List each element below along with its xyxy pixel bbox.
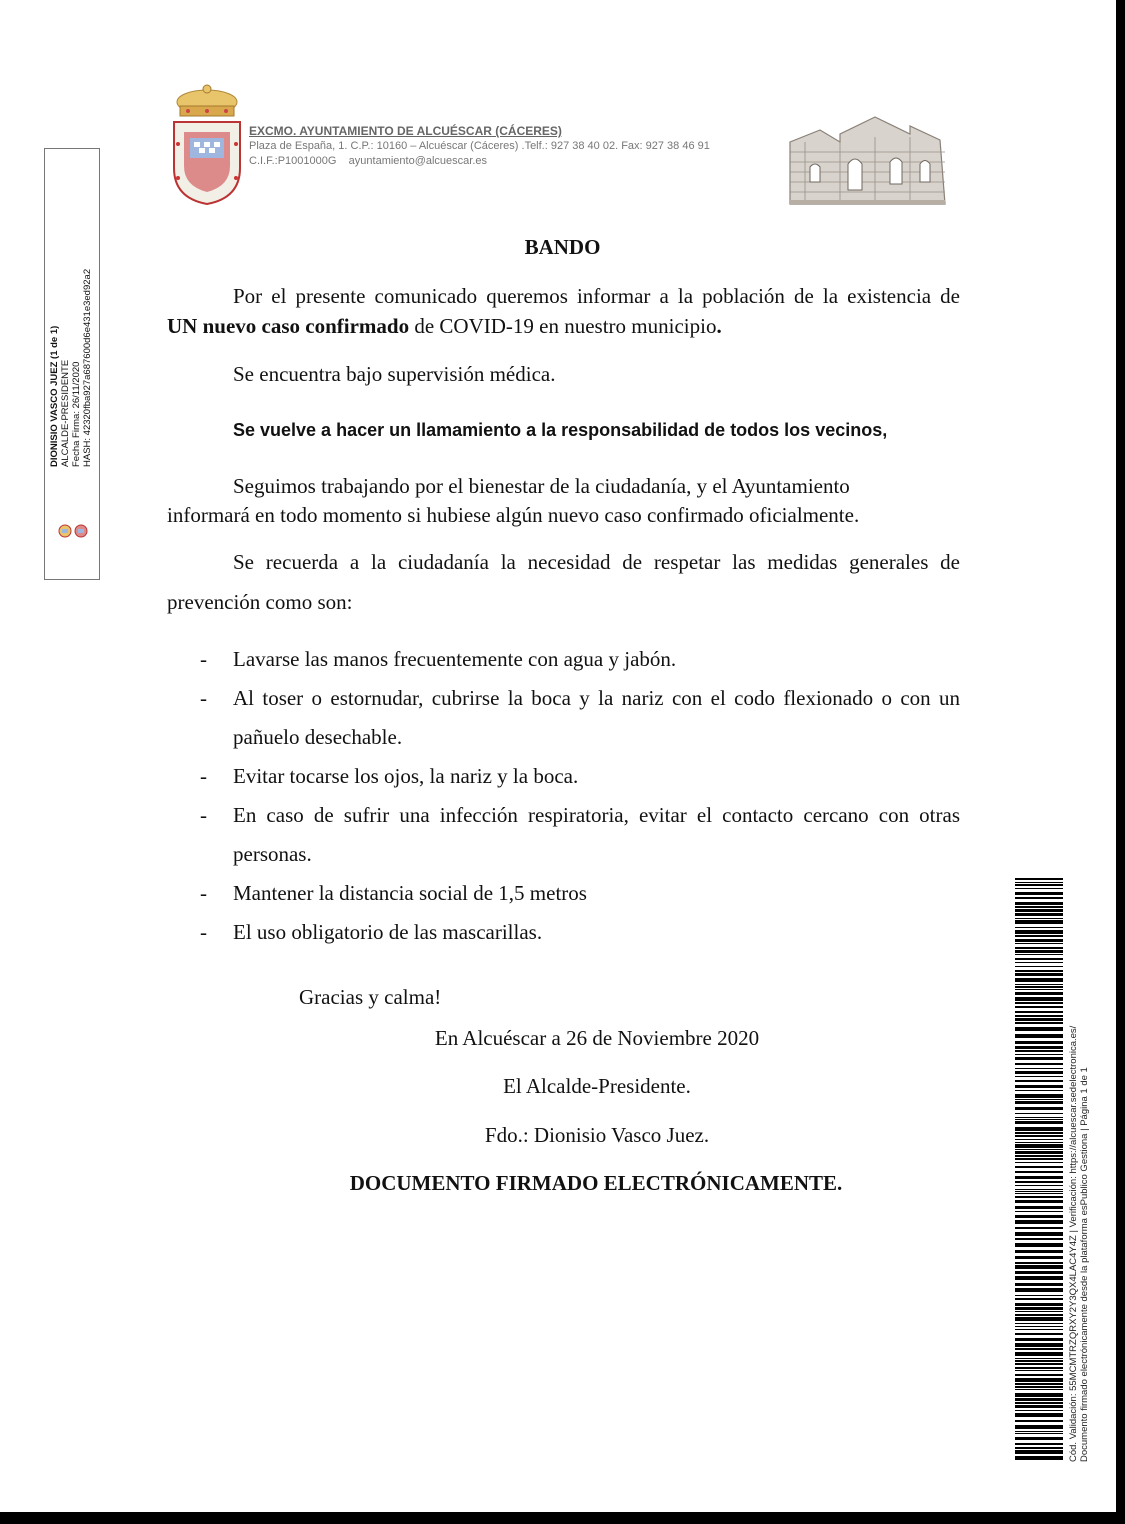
- bullet-item: Evitar tocarse los ojos, la nariz y la boca.: [233, 764, 579, 788]
- church-image: [780, 112, 950, 207]
- bullet-dash: -: [200, 881, 207, 905]
- signature-hash: HASH: 42320fba927a687600d6e431e3ed92a2: [82, 268, 93, 467]
- bullet-item: Al toser o estornudar, cubrirse la boca y la nariz con el codo flexionado o con un: [233, 686, 960, 710]
- paragraph-4-line-1: Seguimos trabajando por el bienestar de la ciudadanía, y el Ayuntamiento: [233, 474, 850, 498]
- signer-name: DIONISIO VASCO JUEZ (1 de 1): [49, 325, 60, 467]
- place-date: En Alcuéscar a 26 de Noviembre 2020: [434, 1026, 760, 1050]
- signer-name-closing: Fdo.: Dionisio Vasco Juez.: [484, 1123, 710, 1147]
- bullet-dash: -: [200, 764, 207, 788]
- validation-text: [1068, 902, 1090, 1462]
- bullet-dash: -: [200, 803, 207, 827]
- electronic-signature-notice: DOCUMENTO FIRMADO ELECTRÓNICAMENTE.: [349, 1171, 843, 1195]
- document-title: BANDO: [524, 235, 601, 259]
- page-frame-bottom: [0, 1512, 1125, 1524]
- signature-date: Fecha Firma: 26/11/2020: [71, 361, 82, 467]
- bullet-item: Lavarse las manos frecuentemente con agua y jabón.: [233, 647, 677, 671]
- signature-text: [49, 157, 93, 467]
- paragraph-4-line-2: informará en todo momento si hubiese algún nuevo caso confirmado oficialmente.: [167, 503, 860, 527]
- page-frame-right: [1116, 0, 1125, 1524]
- signature-box: [44, 148, 100, 580]
- bullet-item: Mantener la distancia social de 1,5 metros: [233, 881, 587, 905]
- bullet-dash: -: [200, 920, 207, 944]
- covid-text: de COVID-19 en nuestro municipio: [409, 314, 717, 338]
- barcode-image: [1015, 878, 1063, 1460]
- seal-icon: [53, 521, 93, 541]
- header-org-block: [249, 124, 710, 169]
- paragraph-1-line-2: [167, 311, 722, 341]
- validation-platform: Documento firmado electrónicamente desde la plataforma esPublico Gestiona | Página 1 de 1: [1079, 1067, 1090, 1462]
- org-address: Plaza de España, 1. C.P.: 10160 – Alcuéscar (Cáceres) .Telf.: 927 38 40 02. Fax: 927 38 46 91: [249, 140, 710, 152]
- bullet-item-continuation: personas.: [233, 842, 312, 866]
- bullet-dash: -: [200, 647, 207, 671]
- validation-code: Cód. Validación: 55MCMTRZQRXY2Y3QX4LAC4Y4Z | Verificación: https://alcuescar.sedelectronica.es/: [1068, 1025, 1079, 1462]
- bullet-item-continuation: pañuelo desechable.: [233, 725, 403, 749]
- signer-role: ALCALDE-PRESIDENTE: [60, 359, 71, 467]
- period-bold: .: [716, 314, 722, 338]
- org-cif-email: C.I.F.:P1001000G ayuntamiento@alcuescar.es: [249, 155, 488, 167]
- bullet-dash: -: [200, 686, 207, 710]
- confirmed-case-emphasis: UN nuevo caso confirmado: [167, 314, 410, 338]
- paragraph-5-line-1: Se recuerda a la ciudadanía la necesidad de respetar las medidas generales de: [233, 550, 960, 574]
- org-name: EXCMO. AYUNTAMIENTO DE ALCUÉSCAR (CÁCERES): [249, 124, 562, 138]
- paragraph-5-line-2: prevención como son:: [167, 590, 353, 614]
- paragraph-2: Se encuentra bajo supervisión médica.: [233, 362, 556, 386]
- bullet-item: El uso obligatorio de las mascarillas.: [233, 920, 543, 944]
- closing-text: Gracias y calma!: [299, 985, 442, 1009]
- paragraph-1-line-1: Por el presente comunicado queremos informar a la población de la existencia de: [233, 284, 960, 308]
- paragraph-3-appeal: Se vuelve a hacer un llamamiento a la responsabilidad de todos los vecinos,: [233, 420, 888, 440]
- signer-title: El Alcalde-Presidente.: [503, 1074, 691, 1098]
- coat-of-arms-logo: [168, 82, 246, 206]
- bullet-item: En caso de sufrir una infección respiratoria, evitar el contacto cercano con otras: [233, 803, 960, 827]
